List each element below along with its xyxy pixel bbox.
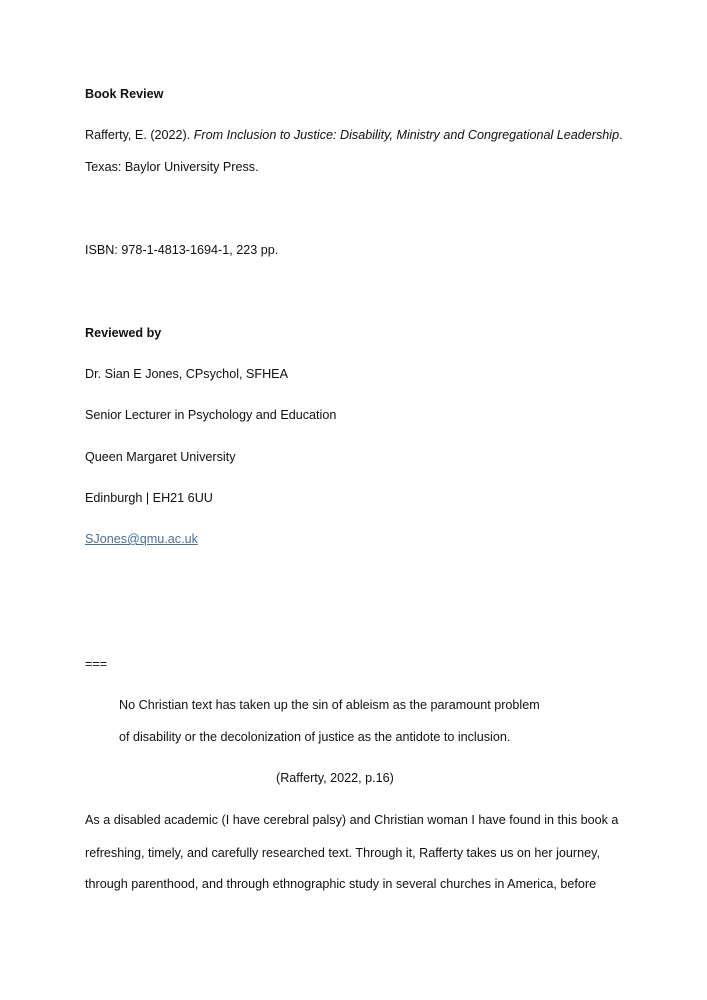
- body-line-2: refreshing, timely, and carefully researched text. Through it, Rafferty takes us on her journey,: [85, 846, 600, 860]
- citation-authors-year: Rafferty, E. (2022).: [85, 128, 194, 142]
- body-line-3: through parenthood, and through ethnographic study in several churches in America, before: [85, 877, 597, 891]
- reviewer-email-link[interactable]: SJones@qmu.ac.uk: [85, 532, 198, 546]
- reviewer-institution: Queen Margaret University: [85, 450, 236, 464]
- reviewed-by-label: Reviewed by: [85, 326, 162, 340]
- quote-source: (Rafferty, 2022, p.16): [276, 771, 394, 785]
- review-heading: Book Review: [85, 87, 164, 101]
- quote-line-1: No Christian text has taken up the sin of ableism as the paramount problem: [119, 698, 540, 712]
- book-title: From Inclusion to Justice: Disability, Ministry and Congregational Leadership: [193, 128, 620, 142]
- reviewer-location: Edinburgh | EH21 6UU: [85, 491, 213, 505]
- quote-line-2: of disability or the decolonization of justice as the antidote to inclusion.: [119, 730, 511, 744]
- isbn-line: ISBN: 978-1-4813-1694-1, 223 pp.: [85, 243, 279, 257]
- reviewer-position: Senior Lecturer in Psychology and Education: [85, 408, 337, 422]
- section-separator: ===: [85, 657, 108, 671]
- citation-title-end: .: [619, 128, 623, 142]
- body-line-1: As a disabled academic (I have cerebral palsy) and Christian woman I have found in this book a: [85, 813, 619, 827]
- citation-line: [85, 127, 623, 143]
- reviewer-name: Dr. Sian E Jones, CPsychol, SFHEA: [85, 367, 288, 381]
- publisher-line: Texas: Baylor University Press.: [85, 160, 259, 174]
